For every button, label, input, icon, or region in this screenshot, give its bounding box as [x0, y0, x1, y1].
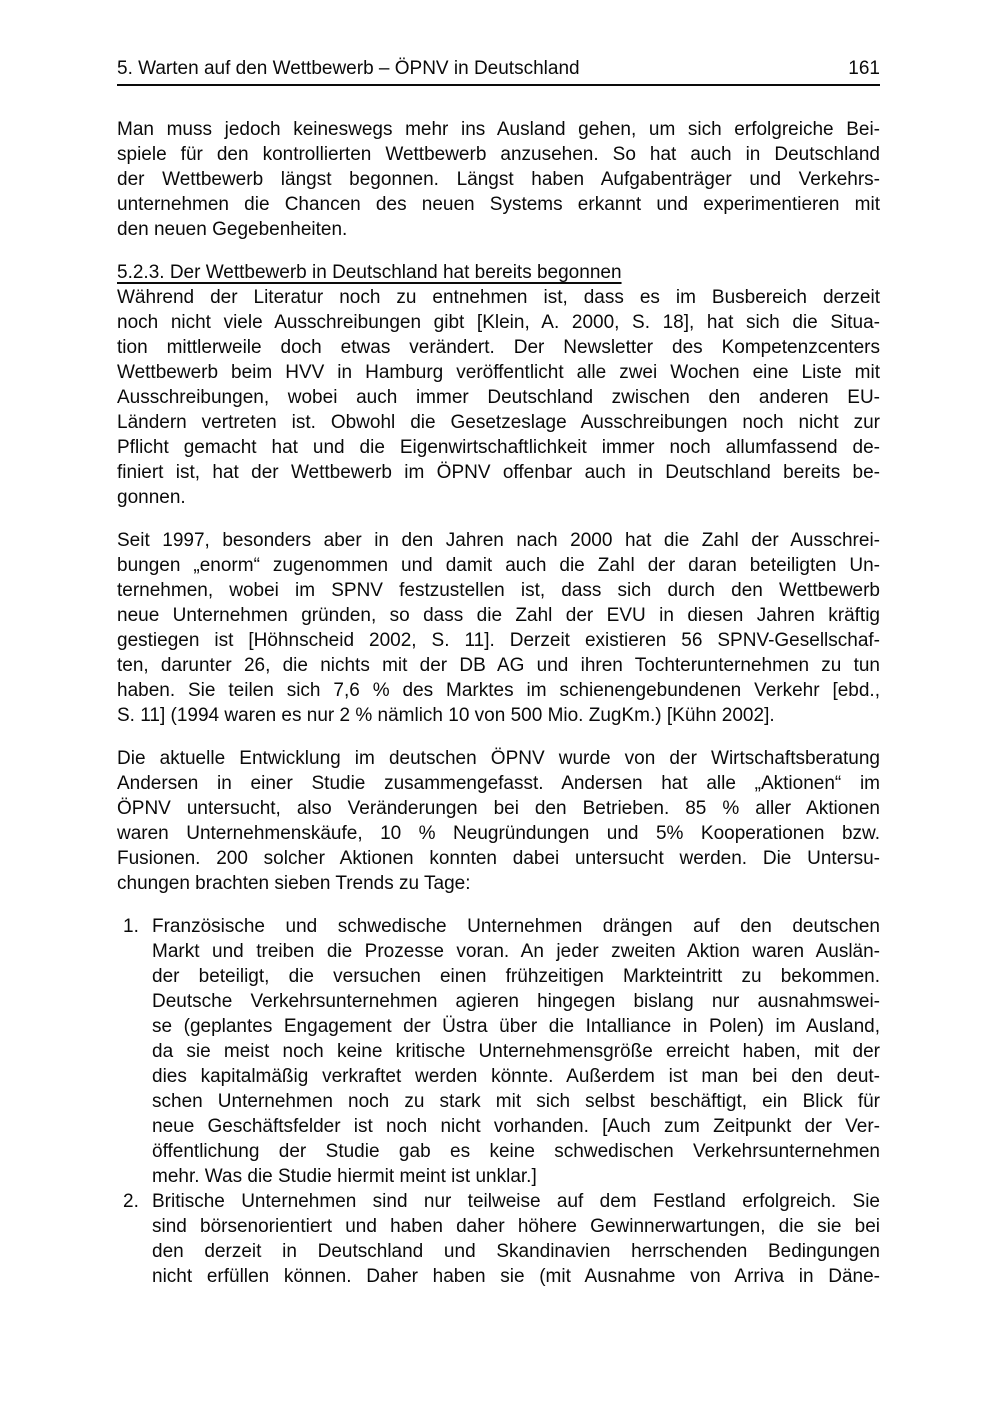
- text-line: Fusionen. 200 solcher Aktionen konnten dabei untersucht werden. Die Untersu-: [117, 848, 880, 869]
- text-line: Markt und treiben die Prozesse voran. An jeder zweiten Aktion waren Auslän-: [152, 941, 880, 962]
- list-item-2: [117, 1189, 880, 1289]
- running-header: [117, 57, 880, 86]
- paragraph-1: [117, 117, 880, 242]
- text-line: Andersen in einer Studie zusammengefasst. Andersen hat alle „Aktionen“ im: [117, 773, 880, 794]
- text-line: Ausschreibungen, wobei auch immer Deutschland zwischen den anderen EU-: [117, 387, 880, 408]
- text-line: bungen „enorm“ zugenommen und damit auch die Zahl der daran beteiligten Un-: [117, 555, 880, 576]
- text-line: sind börsenorientiert und haben daher höhere Gewinnerwartungen, die sie bei: [152, 1216, 880, 1237]
- text-line: S. 11] (1994 waren es nur 2 % nämlich 10 von 500 Mio. ZugKm.) [Kühn 2002].: [117, 705, 775, 726]
- text-line: ÖPNV untersucht, also Veränderungen bei den Betrieben. 85 % aller Aktionen: [117, 798, 880, 819]
- text-line: Britische Unternehmen sind nur teilweise auf dem Festland erfolgreich. Sie: [152, 1191, 880, 1212]
- page-number: 161: [848, 58, 880, 79]
- running-header-title: 5. Warten auf den Wettbewerb – ÖPNV in Deutschland: [117, 58, 580, 79]
- text-line: waren Unternehmenskäufe, 10 % Neugründungen und 5% Kooperationen bzw.: [117, 823, 880, 844]
- text-line: schen Unternehmen noch zu stark mit sich selbst beschäftigt, ein Blick für: [152, 1091, 880, 1112]
- text-line: chungen brachten sieben Trends zu Tage:: [117, 873, 471, 894]
- text-line: den derzeit in Deutschland und Skandinavien herrschenden Bedingungen: [152, 1241, 880, 1262]
- text-line: dies kapitalmäßig verkraftet werden könnte. Außerdem ist man bei den deut-: [152, 1066, 880, 1087]
- text-line: Wettbewerb beim HVV in Hamburg veröffentlicht alle zwei Wochen eine Liste mit: [117, 362, 880, 383]
- section-heading-text: 5.2.3. Der Wettbewerb in Deutschland hat bereits begonnen: [117, 262, 622, 283]
- text-line: unternehmen die Chancen des neuen Systems erkannt und experimentieren mit: [117, 194, 880, 215]
- paragraph-2: [117, 285, 880, 510]
- text-line: tion mittlerweile doch etwas verändert. Der Newsletter des Kompetenzcenters: [117, 337, 880, 358]
- text-line: se (geplantes Engagement der Üstra über die Intalliance in Polen) im Ausland,: [152, 1016, 880, 1037]
- text-line: Französische und schwedische Unternehmen drängen auf den deutschen: [152, 916, 880, 937]
- text-line: den neuen Gegebenheiten.: [117, 219, 348, 240]
- trends-list: [117, 914, 880, 1289]
- text-line: nicht erfüllen können. Daher haben sie (mit Ausnahme von Arriva in Däne-: [152, 1266, 880, 1287]
- list-item-2-marker: 2.: [123, 1191, 139, 1212]
- text-line: mehr. Was die Studie hiermit meint ist unklar.]: [152, 1166, 537, 1187]
- text-line: noch nicht viele Ausschreibungen gibt [Klein, A. 2000, S. 18], hat sich die Situa-: [117, 312, 880, 333]
- text-line: haben. Sie teilen sich 7,6 % des Marktes im schienengebundenen Verkehr [ebd.,: [117, 680, 880, 701]
- text-line: ten, darunter 26, die nichts mit der DB AG und ihren Tochterunternehmen zu tun: [117, 655, 880, 676]
- text-line: öffentlichung der Studie gab es keine schwedischen Verkehrsunternehmen: [152, 1141, 880, 1162]
- text-line: spiele für den kontrollierten Wettbewerb anzusehen. So hat auch in Deutschland: [117, 144, 880, 165]
- text-line: da sie meist noch keine kritische Unternehmensgröße erreicht haben, mit der: [152, 1041, 880, 1062]
- text-line: Seit 1997, besonders aber in den Jahren nach 2000 hat die Zahl der Ausschrei-: [117, 530, 880, 551]
- text-line: Ländern vertreten ist. Obwohl die Gesetzeslage Ausschreibungen noch nicht zur: [117, 412, 880, 433]
- page-content: [117, 117, 880, 1289]
- text-line: der beteiligt, die versuchen einen frühzeitigen Markteintritt zu bekommen.: [152, 966, 880, 987]
- text-line: ternehmen, wobei im SPNV festzustellen ist, dass sich durch den Wettbewerb: [117, 580, 880, 601]
- text-line: neue Geschäftsfelder ist noch nicht vorhanden. [Auch zum Zeitpunkt der Ver-: [152, 1116, 880, 1137]
- list-item-1: [117, 914, 880, 1189]
- section-heading: [117, 260, 880, 285]
- text-line: finiert ist, hat der Wettbewerb im ÖPNV offenbar auch in Deutschland bereits be-: [117, 462, 880, 483]
- text-line: neue Unternehmen gründen, so dass die Zahl der EVU in diesen Jahren kräftig: [117, 605, 880, 626]
- text-line: Man muss jedoch keineswegs mehr ins Ausland gehen, um sich erfolgreiche Bei-: [117, 119, 880, 140]
- text-line: Pflicht gemacht hat und die Eigenwirtschaftlichkeit immer noch allumfassend de-: [117, 437, 880, 458]
- text-line: gestiegen ist [Höhnscheid 2002, S. 11]. Derzeit existieren 56 SPNV-Gesellschaf-: [117, 630, 880, 651]
- paragraph-4: [117, 746, 880, 896]
- text-line: gonnen.: [117, 487, 186, 508]
- text-line: der Wettbewerb längst begonnen. Längst haben Aufgabenträger und Verkehrs-: [117, 169, 880, 190]
- paragraph-3: [117, 528, 880, 728]
- text-line: Deutsche Verkehrsunternehmen agieren hingegen bislang nur ausnahmswei-: [152, 991, 880, 1012]
- list-item-1-marker: 1.: [123, 916, 139, 937]
- text-line: Während der Literatur noch zu entnehmen ist, dass es im Busbereich derzeit: [117, 287, 880, 308]
- text-line: Die aktuelle Entwicklung im deutschen ÖPNV wurde von der Wirtschaftsberatung: [117, 748, 880, 769]
